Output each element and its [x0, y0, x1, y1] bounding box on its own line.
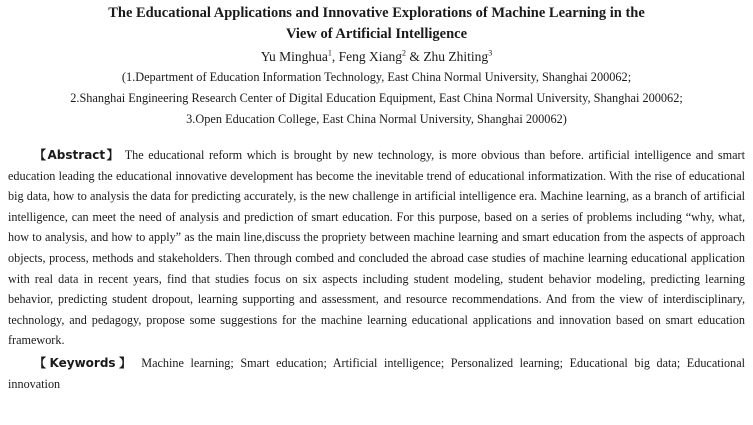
author-separator: &: [406, 49, 424, 64]
abstract-text: The educational reform which is brought by new technology, is more obvious than before. artificial intelligence and smart education leading the educational innovative development has become the inevitable trend of educational informatization. With the rise of educational big data, how to analysis the data for predicting accurately, is the new challenge in artificial intelligence era. Machine learning, as a branch of artificial intelligence, can meet the need of analysis and prediction of smart education. For this purpose, based on a series of problems including “why, what, how to analysis, and how to apply” as the main line,discuss the propriety between machine learning and smart education from the aspects of approach objects, process, methods and stakeholders. Then through combed and concluded the abroad case studies of machine learning educational application with real data in recent years, find that studies focus on six aspects including student modeling, student behavior modeling, predicting learning behavior, predicting student dropout, learning supporting and assessment, and resource recommendations. And from the view of interdisciplinary, technology, and pedagogy, propose some suggestions for the machine learning educational applications and innovation based on smart education framework.: [8, 148, 745, 348]
keywords-label: 【Keywords】: [34, 355, 135, 370]
affiliation-line: 2.Shanghai Engineering Research Center of Digital Education Equipment, East China Normal University, Shanghai 200062;: [70, 91, 683, 105]
title-line-2: View of Artificial Intelligence: [285, 26, 468, 42]
title-line-1: The Educational Applications and Innovative Explorations of Machine Learning in the: [108, 5, 645, 21]
abstract-label: 【Abstract】: [34, 148, 121, 162]
keywords-text: Machine learning; Smart education; Artificial intelligence; Personalized learning; Educational big data; Educational innovation: [8, 355, 745, 391]
author-affil-number: 2: [402, 48, 407, 58]
author-affil-number: 1: [327, 48, 332, 58]
author-name: Zhu Zhiting: [423, 49, 489, 64]
paper-title: [8, 3, 745, 45]
author-separator: ,: [331, 49, 339, 64]
affiliation-list: [8, 67, 745, 130]
abstract-section: [8, 145, 745, 351]
author-name: Yu Minghua: [260, 49, 328, 64]
author-affil-number: 3: [488, 48, 493, 58]
author-list: [8, 47, 745, 67]
affiliation-line: 3.Open Education College, East China Normal University, Shanghai 200062): [186, 112, 567, 126]
keywords-section: [8, 353, 745, 394]
affiliation-line: (1.Department of Education Information Technology, East China Normal University, Shanghai 200062;: [121, 70, 632, 84]
author-name: Feng Xiang: [338, 49, 403, 64]
